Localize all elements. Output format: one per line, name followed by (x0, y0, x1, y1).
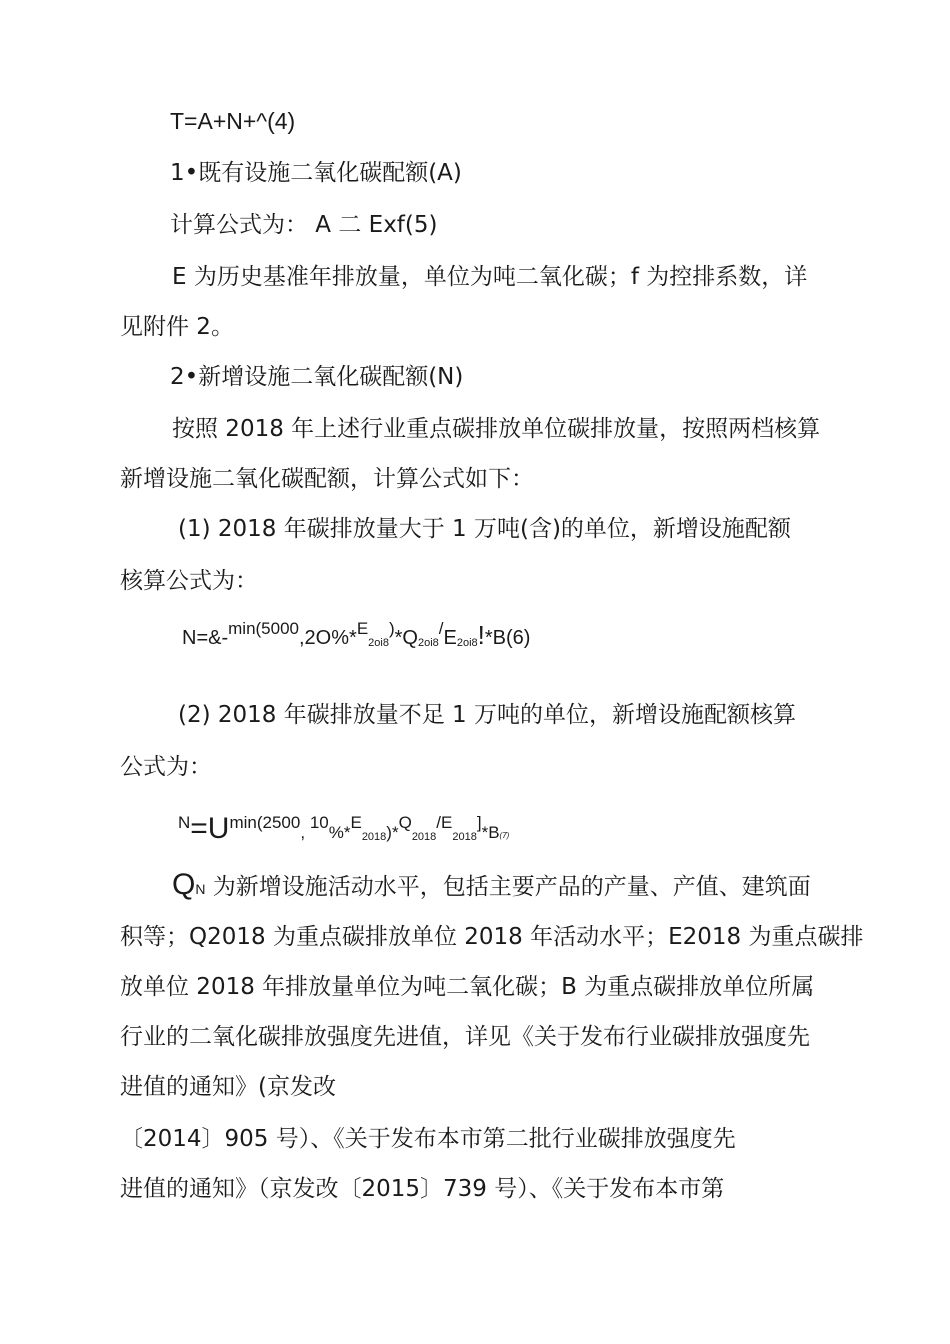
formula-part: 10 (309, 813, 329, 832)
formula-part: min(5000 (228, 619, 299, 638)
formula-part: ! (477, 620, 485, 650)
formula-part: 2oi8 (368, 637, 389, 649)
heading-existing-facilities: 1•既有设施二氧化碳配额(A) (170, 160, 462, 186)
case-2-line: (2) 2018 年碳排放量不足 1 万吨的单位，新增设施配额核算 (178, 702, 796, 728)
formula-part: =U (190, 812, 230, 845)
formula-7 (178, 814, 509, 851)
formula-part: E (356, 619, 369, 638)
formula-part: / (438, 619, 444, 638)
formula-part: E (350, 813, 362, 832)
formula-6 (182, 620, 530, 656)
formula-part: N (178, 813, 191, 832)
paragraph-line: 放单位 2018 年排放量单位为吨二氧化碳；B 为重点碳排放单位所属 (120, 974, 815, 1000)
formula-part: /E (436, 813, 453, 832)
formula-part: 2oi8 (417, 637, 439, 649)
formula-part: *B(6) (484, 627, 531, 649)
paragraph-line: 积等；Q2018 为重点碳排放单位 2018 年活动水平；E2018 为重点碳排 (120, 924, 864, 950)
formula-part: min(2500 (229, 813, 301, 832)
paragraph-line: 行业的二氧化碳排放强度先进值，详见《关于发布行业碳排放强度先 (120, 1024, 810, 1050)
paragraph-line: 新增设施二氧化碳配额，计算公式如下： (120, 466, 534, 492)
qn-text: 为新增设施活动水平，包括主要产品的产量、产值、建筑面 (205, 874, 811, 900)
formula-total: T=A+N+^(4) (170, 108, 296, 134)
paragraph-line: 按照 2018 年上述行业重点碳排放单位碳排放量，按照两档核算 (172, 416, 821, 442)
formula-part: ) (388, 619, 395, 638)
paragraph-line: 见附件 2。 (120, 314, 234, 340)
qn-subscript: N (195, 881, 206, 897)
formula-part: )* (386, 823, 399, 842)
formula-part: *B (481, 823, 500, 842)
formula-part: %* (328, 823, 351, 842)
qn-definition-line (172, 870, 811, 904)
qn-symbol: Q (172, 868, 196, 901)
paragraph-line: 公式为： (120, 754, 212, 780)
formula-part: N=&- (182, 627, 229, 649)
formula-part: E (443, 627, 457, 649)
formula-part: (7) (499, 831, 510, 840)
paragraph-line: 核算公式为： (120, 568, 258, 594)
formula-part: ] (476, 813, 482, 832)
formula-part: ,2O%* (299, 627, 357, 649)
formula-part: , (300, 823, 306, 842)
case-1-line: (1) 2018 年碳排放量大于 1 万吨(含)的单位，新增设施配额 (178, 516, 791, 542)
formula-a: 计算公式为： A 二 Exf(5) (170, 212, 438, 238)
formula-part: *Q (394, 627, 418, 649)
formula-part: Q (398, 813, 412, 832)
paragraph-line: 进值的通知》（京发改〔2015〕739 号）、《关于发布本市第 (120, 1176, 725, 1202)
paragraph-line: 〔2014〕905 号）、《关于发布本市第二批行业碳排放强度先 (120, 1126, 736, 1152)
formula-part: 2018 (411, 831, 437, 843)
formula-part: 2018 (452, 831, 477, 843)
paragraph-line: E 为历史基准年排放量，单位为吨二氧化碳；f 为控排系数，详 (172, 264, 808, 290)
paragraph-line: 进值的通知》(京发改 (120, 1074, 336, 1100)
formula-part: 2018 (361, 831, 387, 843)
heading-new-facilities: 2•新增设施二氧化碳配额(N) (170, 364, 464, 390)
formula-part: 2oi8 (456, 637, 478, 649)
